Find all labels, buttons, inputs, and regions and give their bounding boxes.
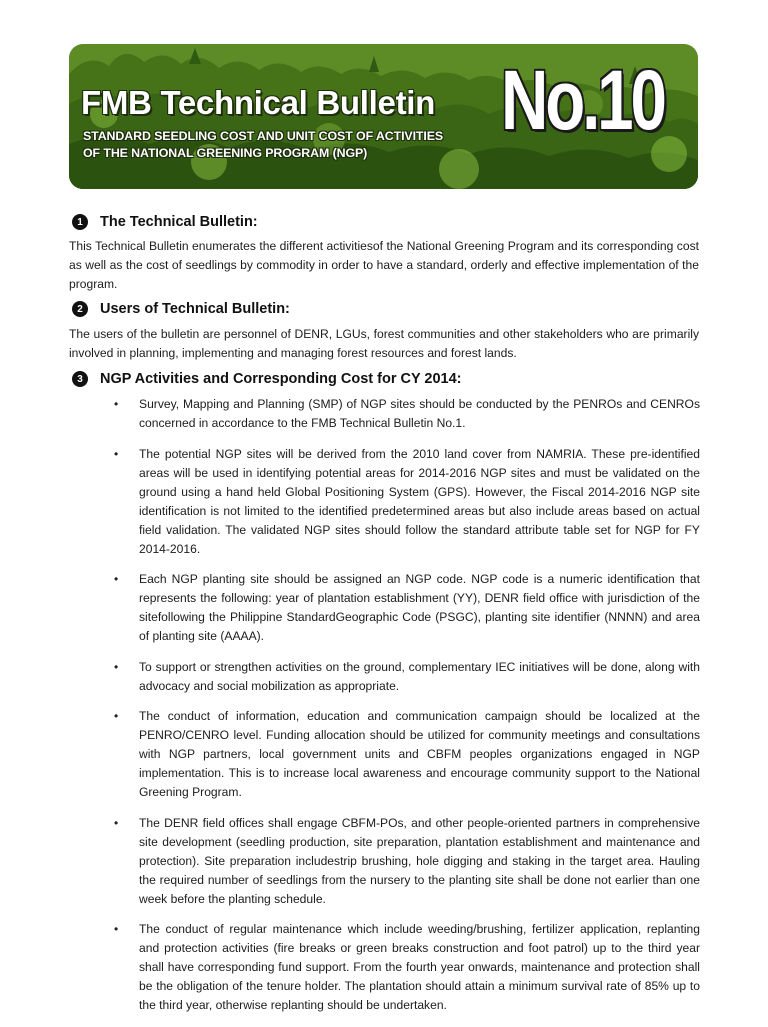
list-item-text: To support or strengthen activities on the ground, complementary IEC initiatives will be done, along with advocacy and social mobilization as appropriate. [139, 659, 700, 693]
bulletin-number: No.10 [501, 53, 664, 147]
bullet-icon: • [114, 446, 119, 461]
list-item [110, 395, 700, 433]
section-1-body: This Technical Bulletin enumerates the different activitiesof the National Greening Program and its corresponding cost as well as the cost of seedlings by commodity in order to have a standard, orderly and effective implementation of the program. [69, 239, 699, 291]
section-3-heading [72, 371, 462, 387]
activities-bullet-list [110, 395, 700, 1027]
list-item-text: Each NGP planting site should be assigned an NGP code. NGP code is a numeric identification that represents the following: year of plantation establishment (YY), DENR field office with jurisdiction of the sitefollowing the Philippine StandardGeographic Code (PSGC), planting site identifier (NNNN) and area of planting site (AAAA). [139, 572, 700, 643]
bullet-icon: • [114, 572, 119, 586]
section-1-heading [72, 214, 258, 230]
number-2-icon: 2 [72, 301, 88, 317]
list-item [110, 707, 700, 802]
list-item-text: The conduct of information, education and communication campaign should be localized at the PENRO/CENRO level. Funding allocation should be utilized for community meetings and consultations with NGP partners, local government units and CBFM peoples organizations engaged in NGP implementation. This is to increase local awareness and encourage community support to the National Greening Program. [139, 709, 700, 799]
bullet-icon: • [114, 815, 119, 830]
list-item [110, 920, 700, 1015]
list-item-text: The conduct of regular maintenance which include weeding/brushing, fertilizer application, replanting and protection activities (fire breaks or green breaks construction and foot patrol) up to the third year shall have corresponding fund support. From the fourth year onwards, maintenance and protection shall be the obligation of the tenure holder. The plantation should attain a minimum survival rate of 85% up to the third year, otherwise replanting should be undertaken. [139, 922, 700, 1012]
bullet-icon: • [114, 709, 119, 723]
section-3-title: NGP Activities and Corresponding Cost for CY 2014: [100, 371, 462, 387]
list-item-text: The potential NGP sites will be derived from the 2010 land cover from NAMRIA. These pre-identified areas will be used in identifying potential areas for 2014-2016 NGP sites and must be validated on the ground using a hand held Global Positioning System (GPS). However, the Fiscal 2014-2016 NGP site identification is not limited to the identified predetermined areas but also include areas based on actual field validation. The validated NGP sites should follow the standard attribute table set for NGP for FY 2014-2016. [139, 446, 700, 556]
list-item [110, 814, 700, 909]
number-3-icon: 3 [72, 371, 88, 387]
bulletin-subtitle-line-1: STANDARD SEEDLING COST AND UNIT COST OF ACTIVITIES [83, 129, 444, 143]
bullet-icon: • [114, 397, 119, 411]
list-item [110, 445, 700, 559]
bulletin-title: FMB Technical Bulletin [81, 84, 435, 121]
section-1-title: The Technical Bulletin: [100, 214, 258, 230]
list-item-text: The DENR field offices shall engage CBFM-POs, and other people-oriented partners in comprehensive site development (seedling production, site preparation, plantation establishment and maintenance and protection). Site preparation includestrip brushing, hole digging and staking in the target area. Hauling the required number of seedlings from the nursery to the planting site shall be done not earlier than one week before the planting schedule. [139, 815, 700, 906]
list-item [110, 658, 700, 696]
bulletin-subtitle-line-2: OF THE NATIONAL GREENING PROGRAM (NGP) [83, 146, 368, 160]
bullet-icon: • [114, 659, 119, 674]
list-item-text: Survey, Mapping and Planning (SMP) of NGP sites should be conducted by the PENROs and CENROs concerned in accordance to the FMB Technical Bulletin No.1. [139, 397, 700, 430]
list-item [110, 570, 700, 646]
section-2-heading [72, 301, 290, 317]
section-2-body: The users of the bulletin are personnel of DENR, LGUs, forest communities and other stakeholders who are primarily involved in planning, implementing and managing forest resources and forest lands. [69, 327, 699, 360]
header-banner [69, 44, 698, 189]
bullet-icon: • [114, 922, 119, 936]
number-1-icon: 1 [72, 214, 88, 230]
section-2-title: Users of Technical Bulletin: [100, 301, 290, 317]
